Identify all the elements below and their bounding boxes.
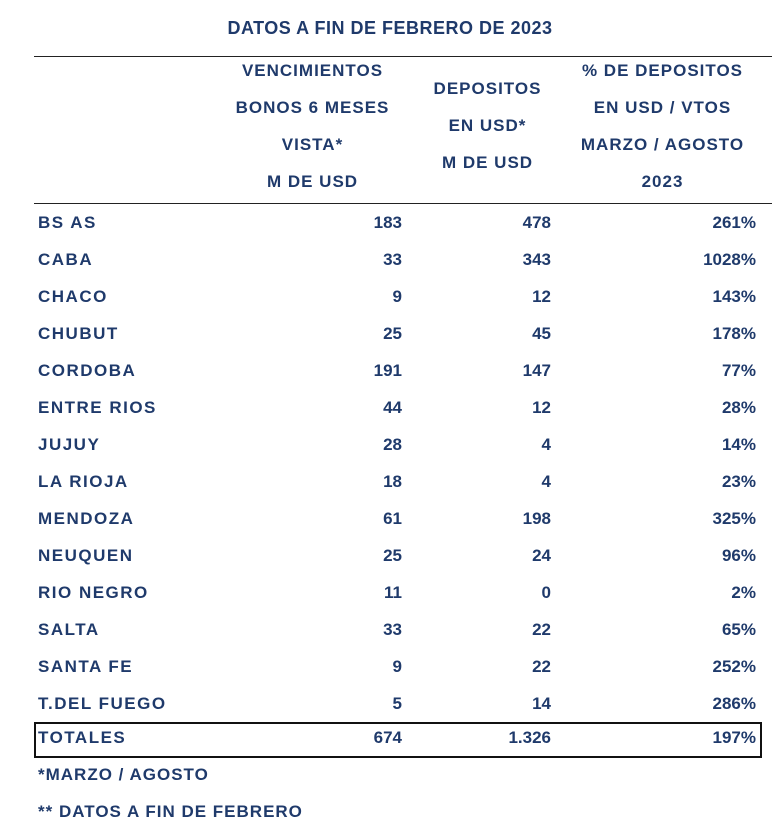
table-row — [0, 463, 780, 500]
header-line: VISTA* — [281, 135, 344, 154]
vencimientos-value: 9 — [392, 657, 402, 676]
depositos-value: 4 — [541, 435, 551, 454]
province-name: ENTRE RIOS — [38, 398, 157, 417]
header-porcentaje — [555, 52, 770, 200]
depositos-value: 0 — [541, 583, 551, 602]
province-name: CABA — [38, 250, 94, 269]
vencimientos-value: 44 — [383, 398, 402, 417]
table-row — [0, 500, 780, 537]
table-row — [0, 352, 780, 389]
pct-value: 23% — [721, 472, 756, 491]
depositos-value: 24 — [532, 546, 551, 565]
pct-value: 325% — [712, 509, 756, 528]
header-line: M DE USD — [266, 172, 359, 191]
header-line: VENCIMIENTOS — [241, 61, 384, 80]
depositos-value: 343 — [522, 250, 551, 269]
footnote-marzo-agosto: *MARZO / AGOSTO — [38, 765, 209, 784]
pct-value: 261% — [712, 213, 756, 232]
header-line: % DE DEPOSITOS — [581, 61, 744, 80]
depositos-value: 147 — [522, 361, 551, 380]
pct-value: 178% — [712, 324, 756, 343]
province-name: SANTA FE — [38, 657, 134, 676]
table-row — [0, 537, 780, 574]
header-line: DEPOSITOS — [433, 79, 542, 98]
vencimientos-value: 183 — [373, 213, 402, 232]
pct-value: 252% — [712, 657, 756, 676]
pct-value: 77% — [721, 361, 756, 380]
province-name: CORDOBA — [38, 361, 137, 380]
vencimientos-value: 191 — [373, 361, 402, 380]
header-line: EN USD* — [448, 116, 527, 135]
vencimientos-value: 9 — [392, 287, 402, 306]
header-depositos — [420, 70, 555, 181]
province-name: LA RIOJA — [38, 472, 129, 491]
vencimientos-value: 25 — [383, 546, 402, 565]
header-line: MARZO / AGOSTO — [580, 135, 745, 154]
vencimientos-value: 33 — [383, 620, 402, 639]
depositos-value: 12 — [532, 398, 551, 417]
province-name: MENDOZA — [38, 509, 135, 528]
header-vencimientos — [210, 52, 415, 200]
table-row — [0, 241, 780, 278]
vencimientos-value: 5 — [392, 694, 402, 713]
province-name: BS AS — [38, 213, 97, 232]
province-name: RIO NEGRO — [38, 583, 149, 602]
vencimientos-value: 28 — [383, 435, 402, 454]
pct-value: 1028% — [703, 250, 756, 269]
depositos-value: 198 — [522, 509, 551, 528]
province-name: SALTA — [38, 620, 100, 639]
totals-pct: 197% — [712, 728, 756, 747]
depositos-value: 14 — [532, 694, 551, 713]
vencimientos-value: 33 — [383, 250, 402, 269]
pct-value: 28% — [721, 398, 756, 417]
pct-value: 65% — [721, 620, 756, 639]
table-row — [0, 648, 780, 685]
province-name: CHACO — [38, 287, 108, 306]
table-row — [0, 426, 780, 463]
totals-row — [0, 722, 780, 759]
pct-value: 14% — [721, 435, 756, 454]
province-name: NEUQUEN — [38, 546, 134, 565]
footnote-fin-febrero: ** DATOS A FIN DE FEBRERO — [38, 802, 303, 821]
depositos-value: 4 — [541, 472, 551, 491]
header-line: BONOS 6 MESES — [235, 98, 390, 117]
table-row — [0, 574, 780, 611]
province-name: T.DEL FUEGO — [38, 694, 167, 713]
totals-label: TOTALES — [38, 728, 127, 747]
depositos-value: 12 — [532, 287, 551, 306]
province-name: JUJUY — [38, 435, 101, 454]
totals-vencimientos: 674 — [373, 728, 402, 747]
header-line: 2023 — [641, 172, 684, 191]
table-body — [0, 204, 780, 722]
depositos-value: 45 — [532, 324, 551, 343]
depositos-value: 478 — [522, 213, 551, 232]
vencimientos-value: 11 — [384, 583, 402, 602]
pct-value: 286% — [712, 694, 756, 713]
vencimientos-value: 18 — [383, 472, 402, 491]
header-line: M DE USD — [441, 153, 534, 172]
header-line: EN USD / VTOS — [593, 98, 732, 117]
table-row — [0, 389, 780, 426]
vencimientos-value: 61 — [383, 509, 402, 528]
table-row — [0, 611, 780, 648]
table-row — [0, 204, 780, 241]
depositos-value: 22 — [532, 620, 551, 639]
province-name: CHUBUT — [38, 324, 119, 343]
table-row — [0, 315, 780, 352]
table-title: DATOS A FIN DE FEBRERO DE 2023 — [227, 18, 553, 38]
vencimientos-value: 25 — [383, 324, 402, 343]
pct-value: 143% — [712, 287, 756, 306]
table-row — [0, 278, 780, 315]
pct-value: 2% — [731, 583, 756, 602]
table-row — [0, 685, 780, 722]
totals-depositos: 1.326 — [508, 728, 551, 747]
depositos-value: 22 — [532, 657, 551, 676]
pct-value: 96% — [721, 546, 756, 565]
